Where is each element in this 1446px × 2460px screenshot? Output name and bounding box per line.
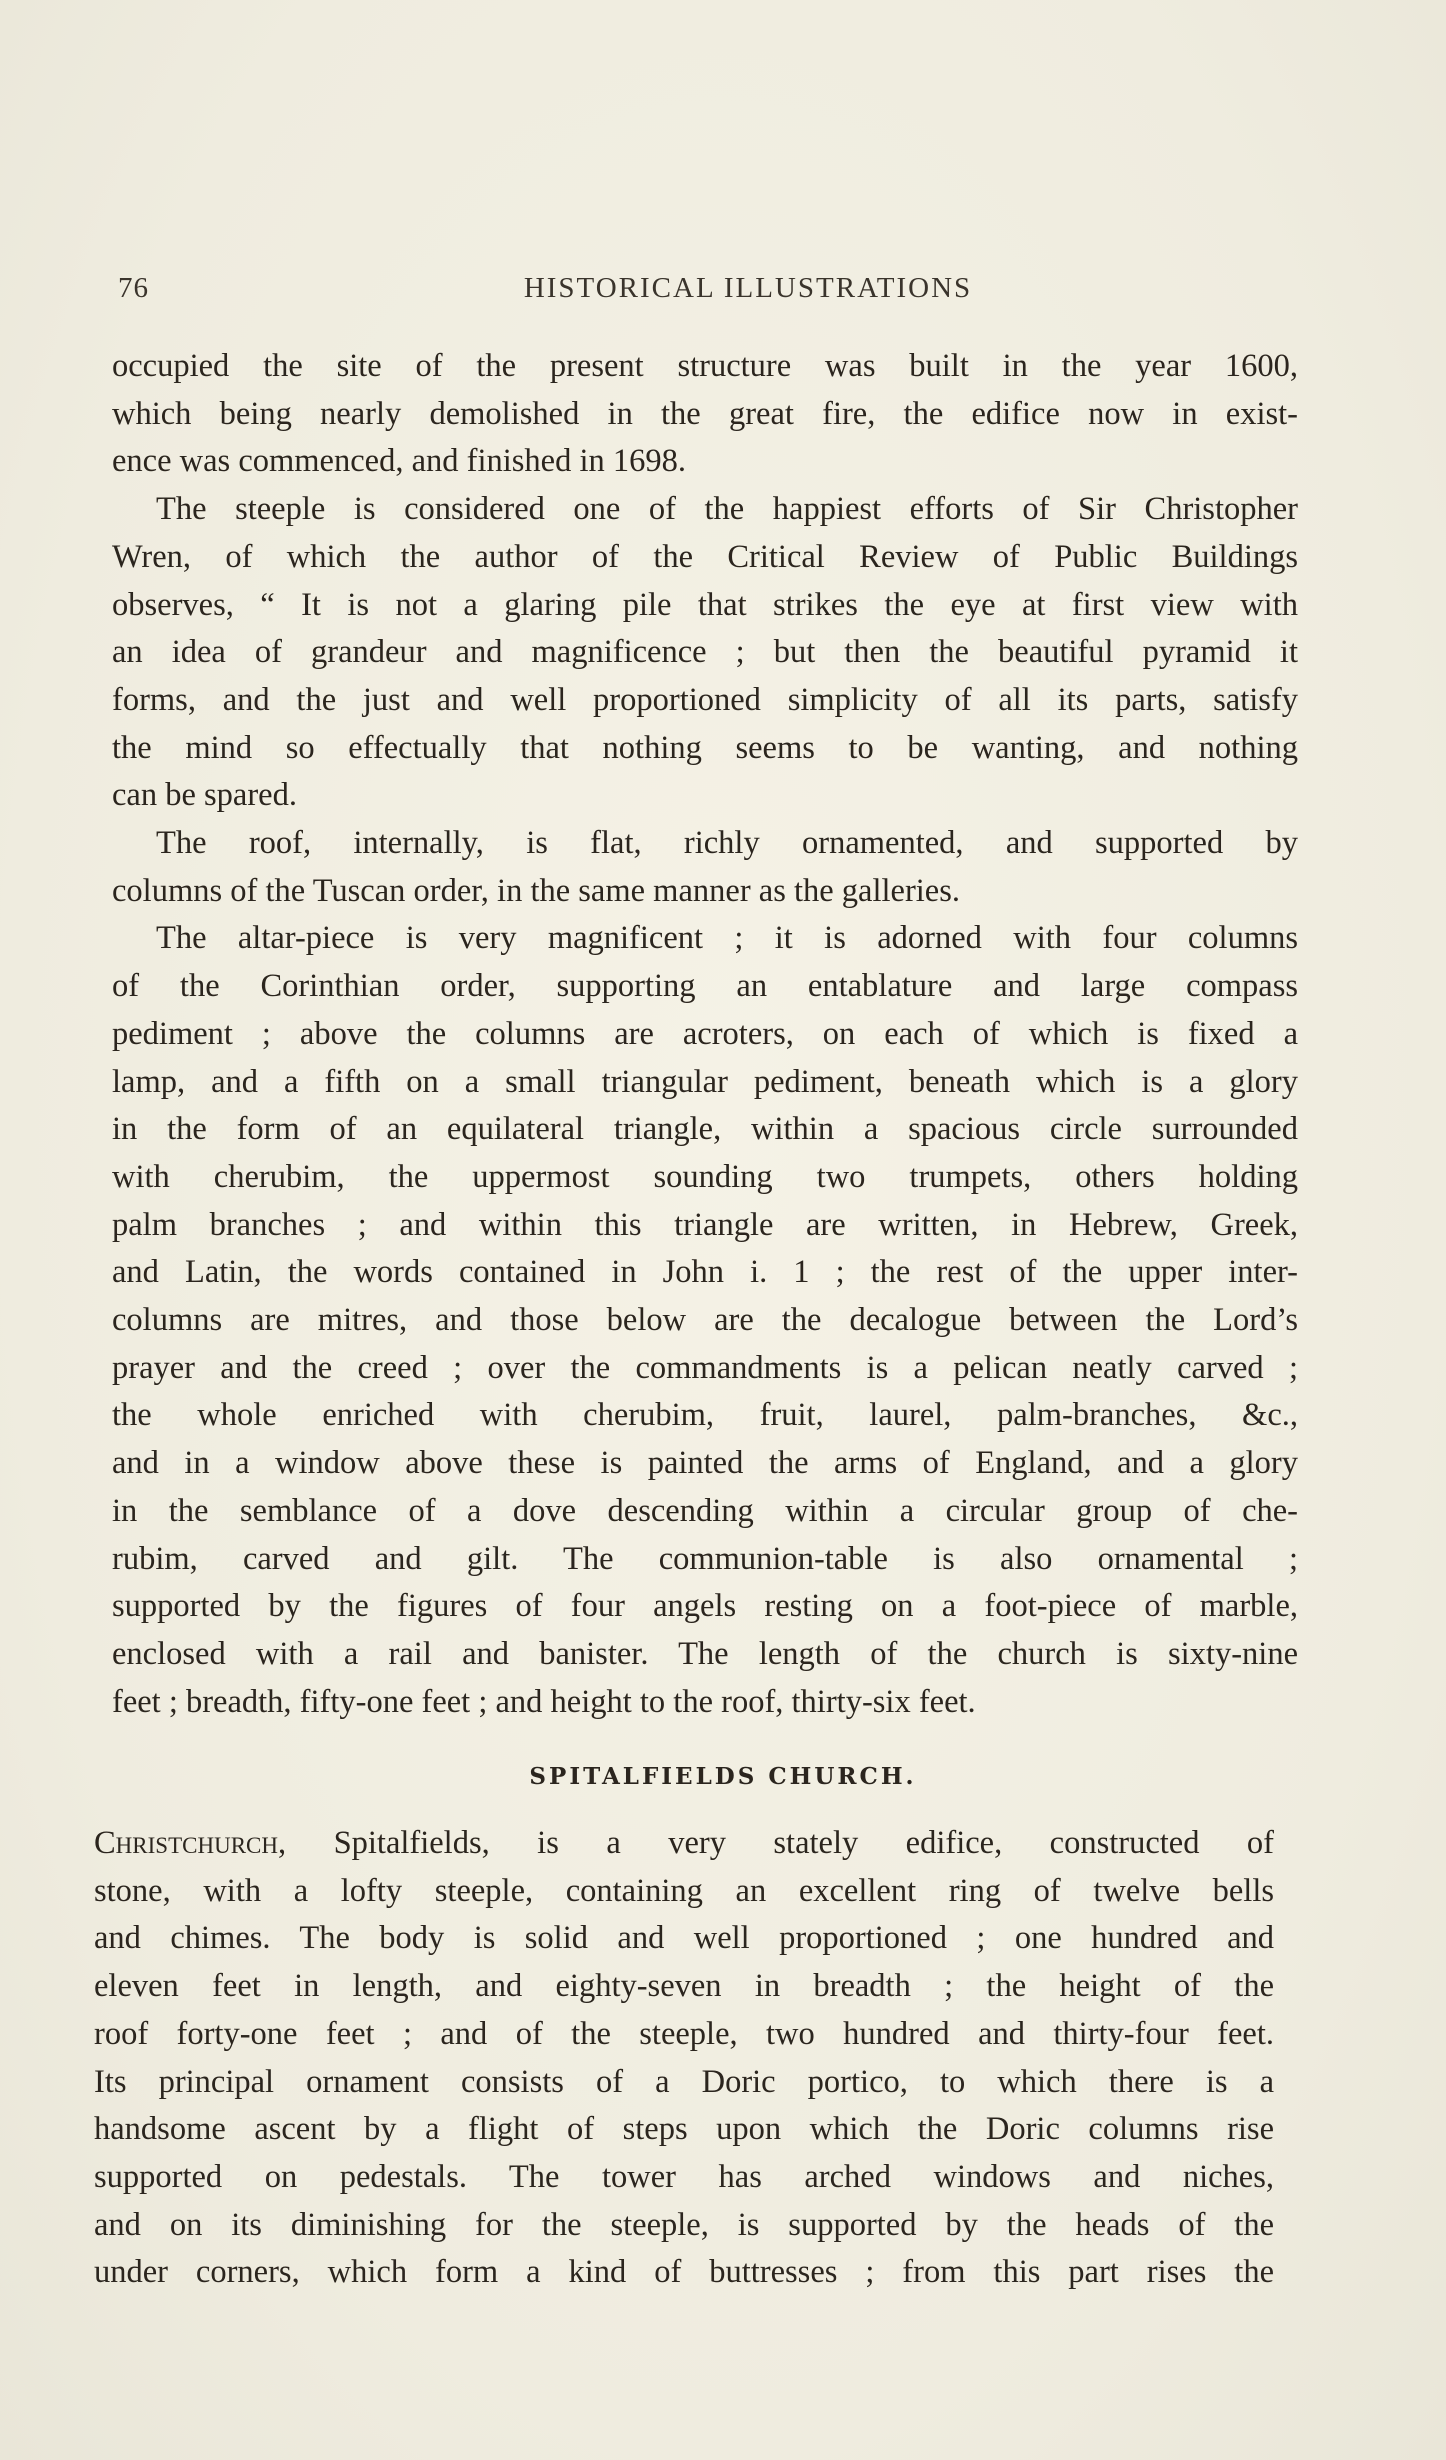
text-line: occupied the site of the present structure was built in the year 1600, xyxy=(112,348,1298,384)
text-line: under corners, which form a kind of buttresses ; from this part rises the xyxy=(94,2254,1274,2291)
text-line: The altar-piece is very magnificent ; it is adorned with four columns xyxy=(156,920,1298,957)
text-line: in the semblance of a dove descending within a circular group of che- xyxy=(112,1492,1298,1529)
page-header xyxy=(118,272,1290,316)
paragraph-4 xyxy=(112,915,1298,1726)
text-line xyxy=(94,1820,1274,1868)
text-line: ence was commenced, and finished in 1698. xyxy=(112,443,686,480)
page-number: 76 xyxy=(118,272,149,304)
text-line: Its principal ornament consists of a Doric portico, to which there is a xyxy=(94,2063,1274,2100)
text-line: the mind so effectually that nothing seems to be wanting, and nothing xyxy=(112,729,1298,766)
text-line: rubim, carved and gilt. The communion-table is also ornamental ; xyxy=(112,1540,1298,1577)
text-line: and in a window above these is painted the arms of England, and a glory xyxy=(112,1445,1298,1482)
text-line: and chimes. The body is solid and well proportioned ; one hundred and xyxy=(94,1920,1274,1957)
text-line: which being nearly demolished in the great fire, the edifice now in exist- xyxy=(112,395,1298,432)
text-line: Wren, of which the author of the Critical Review of Public Buildings xyxy=(112,538,1298,575)
text-line: an idea of grandeur and magnificence ; but then the beautiful pyramid it xyxy=(112,634,1298,671)
text-line: stone, with a lofty steeple, containing an excellent ring of twelve bells xyxy=(94,1872,1274,1909)
running-title: HISTORICAL ILLUSTRATIONS xyxy=(523,272,973,304)
text-line: palm branches ; and within this triangle are written, in Hebrew, Greek, xyxy=(112,1206,1298,1243)
text-line-rest: Spitalfields, is a very stately edifice, constructed of xyxy=(286,1825,1274,1861)
section-body xyxy=(94,1820,1274,2297)
text-line: lamp, and a fifth on a small triangular pediment, beneath which is a glory xyxy=(112,1063,1298,1100)
text-line: roof forty-one feet ; and of the steeple, two hundred and thirty-four feet. xyxy=(94,2015,1274,2052)
text-line: can be spared. xyxy=(112,777,297,814)
body-text xyxy=(112,343,1298,1726)
text-line: in the form of an equilateral triangle, within a spacious circle surrounded xyxy=(112,1111,1298,1148)
section-paragraph xyxy=(94,1820,1274,2297)
text-line: pediment ; above the columns are acroters, on each of which is fixed a xyxy=(112,1015,1298,1052)
text-line: eleven feet in length, and eighty-seven in breadth ; the height of the xyxy=(94,1968,1274,2005)
section-heading: SPITALFIELDS CHURCH. xyxy=(529,1763,917,1790)
text-line: handsome ascent by a flight of steps upon which the Doric columns rise xyxy=(94,2111,1274,2148)
paragraph-2 xyxy=(112,486,1298,820)
paragraph-1 xyxy=(112,343,1298,486)
text-line: with cherubim, the uppermost sounding two trumpets, others holding xyxy=(112,1158,1298,1195)
text-line: supported by the figures of four angels resting on a foot-piece of marble, xyxy=(112,1588,1298,1625)
text-line: observes, “ It is not a glaring pile that strikes the eye at first view with xyxy=(112,586,1298,623)
text-line: prayer and the creed ; over the commandments is a pelican neatly carved ; xyxy=(112,1349,1298,1386)
text-line: enclosed with a rail and banister. The length of the church is sixty-nine xyxy=(112,1635,1298,1672)
text-line: of the Corinthian order, supporting an entablature and large compass xyxy=(112,968,1298,1005)
text-line: columns of the Tuscan order, in the same manner as the galleries. xyxy=(112,872,960,909)
text-line: and Latin, the words contained in John i. 1 ; the rest of the upper inter- xyxy=(112,1254,1298,1291)
text-line: columns are mitres, and those below are the decalogue between the Lord’s xyxy=(112,1302,1298,1339)
text-line: the whole enriched with cherubim, fruit, laurel, palm-branches, &c., xyxy=(112,1397,1298,1434)
text-line: and on its diminishing for the steeple, is supported by the heads of the xyxy=(94,2206,1274,2243)
text-line: The steeple is considered one of the happiest efforts of Sir Christopher xyxy=(156,491,1298,528)
paragraph-3 xyxy=(112,820,1298,915)
text-line: forms, and the just and well proportioned simplicity of all its parts, satisfy xyxy=(112,681,1298,718)
text-line: feet ; breadth, fifty-one feet ; and height to the roof, thirty-six feet. xyxy=(112,1683,976,1720)
lead-word: Christchurch, xyxy=(94,1825,287,1861)
text-line: supported on pedestals. The tower has arched windows and niches, xyxy=(94,2158,1274,2195)
text-line: The roof, internally, is flat, richly ornamented, and supported by xyxy=(156,825,1298,862)
